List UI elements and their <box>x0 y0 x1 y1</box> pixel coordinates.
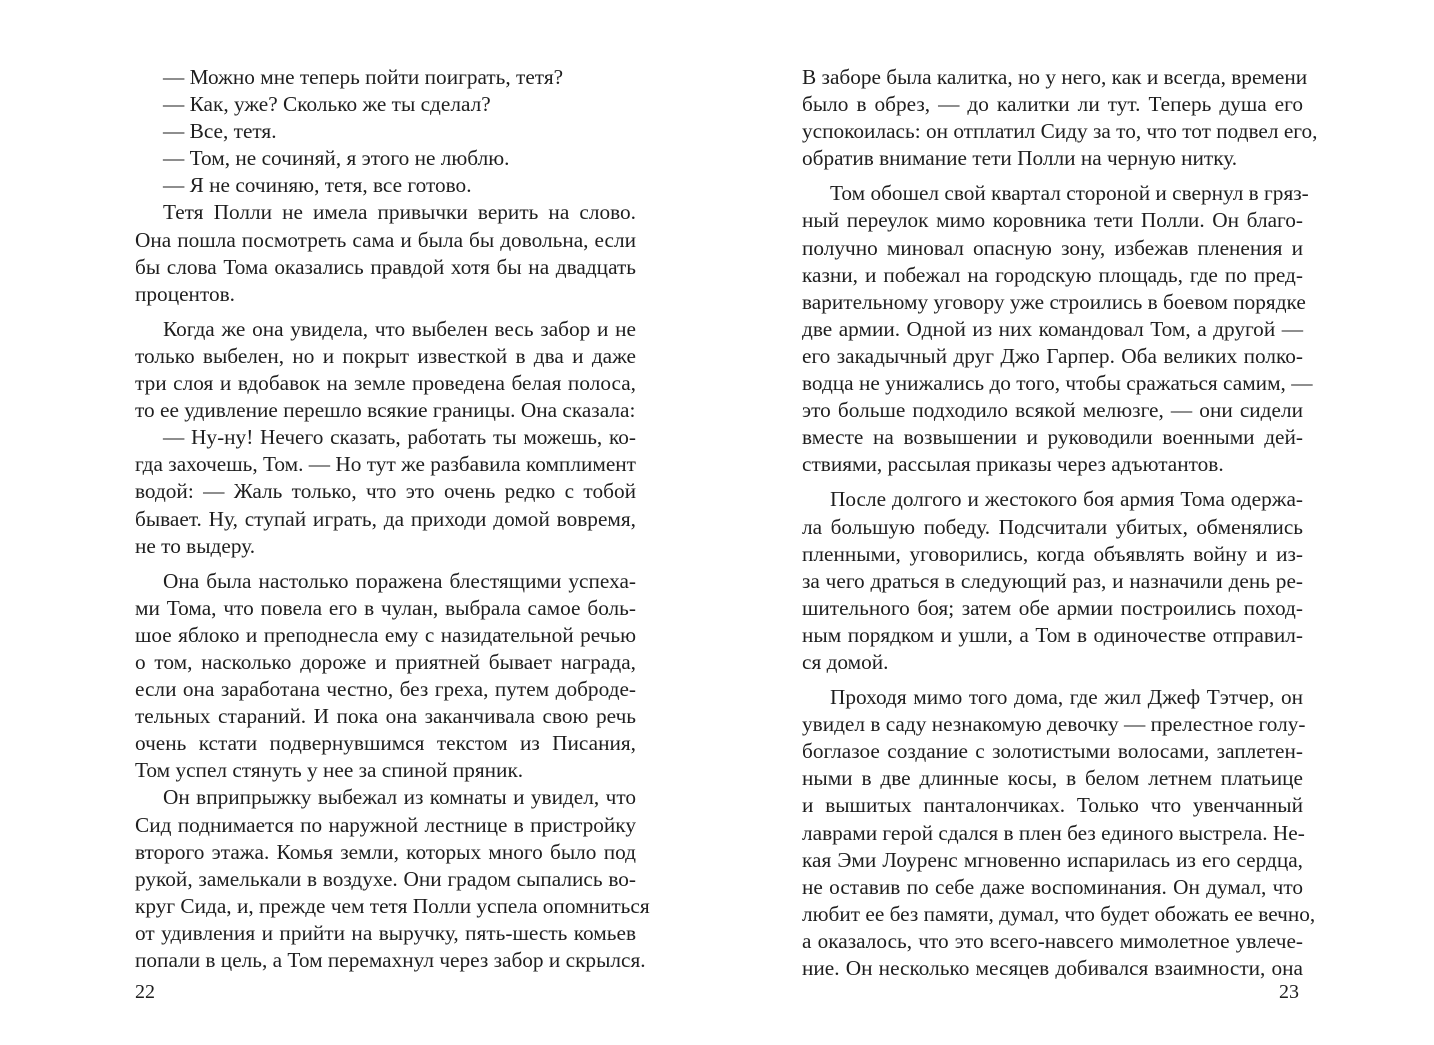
text-line: ными в две длинные косы, в белом летнем платьице <box>802 766 1303 791</box>
text-line: бывает. Ну, ступай играть, да приходи домой вовремя, <box>135 506 636 531</box>
text-line: После долгого и жестокого боя армия Тома одержа- <box>830 487 1303 512</box>
text-line: Том успел стянуть у нее за спиной пряник. <box>135 758 524 783</box>
text-line: если она заработана честно, без греха, путем доброде- <box>135 677 636 702</box>
text-line: ла большую победу. Подсчитали убитых, обменялись <box>802 514 1303 539</box>
text-line: боглазое создание с золотистыми волосами, заплетен- <box>802 739 1303 764</box>
text-line: лаврами герой сдался в плен без единого выстрела. Не- <box>802 820 1305 845</box>
paragraph-gap <box>135 308 636 316</box>
text-line: любит ее без памяти, думал, что будет обожать ее вечно, <box>802 901 1316 926</box>
text-line: увидел в саду незнакомую девочку — прелестное голу- <box>802 712 1306 737</box>
text-line: — Ну-ну! Нечего сказать, работать ты можешь, ко- <box>163 425 636 450</box>
text-line: получно миновал опасную зону, избежав пленения и <box>802 235 1303 260</box>
text-line: то ее удивление перешло всякие границы. Она сказала: <box>135 398 636 423</box>
text-line: Она была настолько поражена блестящими успеха- <box>163 568 636 593</box>
text-line: ся домой. <box>802 649 889 674</box>
text-line: варительному уговору уже строились в боевом порядке <box>802 289 1306 314</box>
text-line: Сид поднимается по наружной лестнице в пристройку <box>135 812 636 837</box>
text-line: — Можно мне теперь пойти поиграть, тетя? <box>163 65 564 89</box>
text-line: Том обошел свой квартал стороной и свернул в гряз- <box>830 181 1309 206</box>
text-line: попали в цель, а Том перемахнул через забор и скрылся. <box>135 948 646 972</box>
text-line: тельных стараний. И пока она заканчивала свою речь <box>135 704 636 729</box>
text-line: не оставив по себе даже воспоминания. Он думал, что <box>802 874 1303 899</box>
text-line: шое яблоко и преподнесла ему с назидательной речью <box>135 622 636 647</box>
left-page-text <box>135 64 650 974</box>
text-line: о том, насколько дороже и приятней бывает награда, <box>135 649 636 674</box>
text-line: шительного боя; затем обе армии построились поход- <box>802 595 1303 620</box>
text-line: это больше подходило всякой мелюзге, — они сидели <box>802 398 1303 423</box>
text-line: обратив внимание тети Полли на черную нитку. <box>802 146 1238 171</box>
text-line: Она пошла посмотреть сама и была бы довольна, если <box>135 227 636 252</box>
paragraph-gap <box>802 676 1303 684</box>
text-line: ным порядком и ушли, а Том в одиночестве отправил- <box>802 622 1303 647</box>
text-line: рукой, замелькали в воздухе. Они градом сыпались во- <box>135 866 636 891</box>
text-line: — Как, уже? Сколько же ты сделал? <box>163 92 491 117</box>
text-line: успокоилась: он отплатил Сиду за то, что тот подвел его, <box>802 119 1318 144</box>
text-line: от удивления и прийти на выручку, пять-шесть комьев <box>135 920 636 945</box>
text-line: бы слова Тома оказались правдой хотя бы на двадцать <box>135 254 636 279</box>
text-line: В заборе была калитка, но у него, как и всегда, времени <box>802 65 1308 89</box>
text-line: ние. Он несколько месяцев добивался взаимности, она <box>802 956 1303 980</box>
text-line: Когда же она увидела, что выбелен весь забор и не <box>163 316 636 341</box>
text-line: казни, и побежал на городскую площадь, где по пред- <box>802 262 1303 287</box>
text-line: гда захочешь, Том. — Но тут же разбавила комплимент <box>135 452 636 477</box>
text-line: его закадычный друг Джо Гарпер. Оба великих полко- <box>802 343 1303 368</box>
text-line: Он вприпрыжку выбежал из комнаты и увидел, что <box>163 785 636 810</box>
text-line: круг Сида, и, прежде чем тетя Полли успела опомниться <box>135 893 650 918</box>
text-line: водца не унижались до того, чтобы сражаться самим, — <box>802 371 1313 396</box>
text-line: второго этажа. Комья земли, которых много было под <box>135 839 636 864</box>
text-line: две армии. Одной из них командовал Том, а другой — <box>802 316 1303 341</box>
text-line: водой: — Жаль только, что это очень редко с тобой <box>135 479 636 504</box>
text-line: — Все, тетя. <box>163 119 277 144</box>
paragraph-gap <box>802 478 1303 486</box>
text-line: и вышитых панталончиках. Только что увенчанный <box>802 793 1303 818</box>
paragraph-gap <box>135 560 636 568</box>
text-line: ми Тома, что повела его в чулан, выбрала самое боль- <box>135 595 636 620</box>
text-line: Проходя мимо того дома, где жил Джеф Тэтчер, он <box>830 685 1303 710</box>
text-line: за чего драться в следующий раз, и назначили день ре- <box>802 568 1303 593</box>
paragraph-gap <box>802 172 1303 180</box>
page-number: 23 <box>1279 981 1299 1003</box>
text-line: не то выдеру. <box>135 533 256 558</box>
right-page <box>717 0 1434 1045</box>
text-line: — Я не сочиняю, тетя, все готово. <box>163 173 472 198</box>
text-line: ствиями, рассылая приказы через адъютантов. <box>802 452 1224 477</box>
text-line: Тетя Полли не имела привычки верить на слово. <box>163 200 636 225</box>
page-number: 22 <box>135 981 155 1003</box>
text-line: очень кстати подвернувшимся текстом из Писания, <box>135 731 636 756</box>
text-line: кая Эми Лоуренс мгновенно испарилась из его сердца, <box>802 847 1303 872</box>
text-line: процентов. <box>135 281 235 306</box>
right-page-text <box>802 64 1318 982</box>
text-line: а оказалось, что это всего-навсего мимолетное увлече- <box>802 928 1303 953</box>
text-line: — Том, не сочиняй, я этого не люблю. <box>163 146 510 171</box>
text-line: три слоя и вдобавок на земле проведена белая полоса, <box>135 371 636 396</box>
text-line: было в обрез, — до калитки ли тут. Теперь душа его <box>802 92 1303 117</box>
text-line: только выбелен, но и покрыт известкой в два и даже <box>135 343 636 368</box>
text-line: ный переулок мимо коровника тети Полли. Он благо- <box>802 208 1303 233</box>
text-line: пленными, уговорились, когда объявлять войну и из- <box>802 541 1303 566</box>
text-line: вместе на возвышении и руководили военными дей- <box>802 425 1303 450</box>
